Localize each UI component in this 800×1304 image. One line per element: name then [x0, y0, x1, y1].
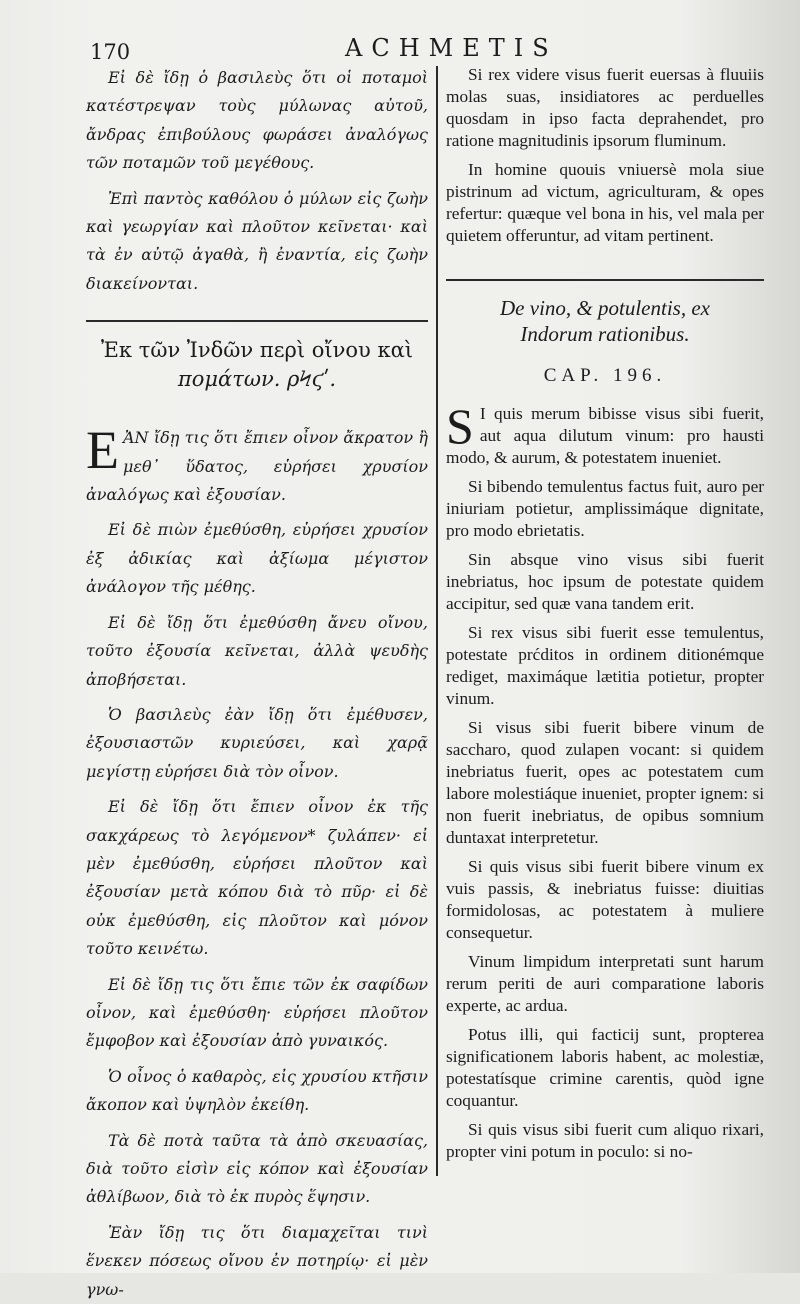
greek-paragraph: Ὁ βασιλεὺς ἐὰν ἴδῃ ὅτι ἐμέθυσεν, ἐξουσιαστῶν κυριεύσει, καὶ χαρᾷ μεγίστῃ εὑρήσει διὰ τὸν οἶνον.: [86, 704, 428, 781]
greek-heading-line: Ἐκ τῶν Ἰνδῶν περὶ οἴνου καὶ: [100, 338, 414, 363]
latin-heading-line: Indorum rationibus.: [520, 322, 690, 346]
greek-column: [86, 64, 428, 1304]
latin-paragraph: Si rex videre visus fuerit euersas à fluuiis molas suas, insidiatores ac perduelles quosdam in ipso facta deprahendet, pro ratione magnitudinis ipsorum fluminum.: [446, 65, 764, 150]
running-title: ACHMETIS: [345, 34, 558, 62]
latin-paragraph: Vinum limpidum interpretati sunt harum rerum periti de auri comparatione laboris experte, ac ardua.: [446, 952, 764, 1015]
latin-column: [446, 64, 764, 1163]
section-rule: [86, 320, 428, 322]
latin-paragraph: Si quis visus sibi fuerit cum aliquo rixari, propter vini potum in poculo: si no-: [446, 1120, 764, 1161]
greek-paragraph: Εἰ δὲ ἴδῃ τις ὅτι ἔπιε τῶν ἐκ σαφίδων οἶνον, καὶ ἐμεθύσθη· εὑρήσει πλοῦτον ἔμφοβον καὶ ἐξουσίαν ἀπὸ γυναικός.: [86, 974, 428, 1051]
greek-paragraph: Ὁ οἶνος ὁ καθαρὸς, εἰς χρυσίου κτῆσιν ἄκοπον καὶ ὑψηλὸν ἐκείθη.: [86, 1066, 428, 1115]
section-rule: [446, 279, 764, 281]
latin-heading-line: De vino, & potulentis, ex: [500, 296, 710, 320]
latin-paragraph: Si bibendo temulentus factus fuit, auro per iniuriam potietur, amplissimáque dignitate, pro modo ebrietatis.: [446, 477, 764, 540]
latin-paragraph: Si visus sibi fuerit bibere vinum de saccharo, quod zulapen vocant: si quidem inebriatus fuerit, opes ac potestatem cum labore molestiáque inueniet, propter ignem: si non fuerit inebriatus, de opibus somnium duntaxat interpretetur.: [446, 718, 764, 847]
greek-paragraph: Τὰ δὲ ποτὰ ταῦτα τὰ ἀπὸ σκευασίας, διὰ τοῦτο εἰσὶν εἰς κόπον καὶ ἐξουσίαν ἀθλίβωον, διὰ τὸ ἐκ πυρὸς ἕψησιν.: [86, 1130, 428, 1207]
drop-cap: E: [86, 420, 119, 481]
page-number: 170: [90, 40, 131, 64]
chapter-number: CAP. 196.: [543, 365, 667, 386]
greek-paragraph: ἈΝ ἴδῃ τις ὅτι ἔπιεν οἶνον ἄκρατον ἢ μεθ᾽ ὕδατος, εὑρήσει χρυσίον ἀναλόγως καὶ ἐξουσίαν.: [86, 428, 428, 505]
greek-paragraph: Εἰ δὲ ἴδῃ ὁ βασιλεὺς ὅτι οἱ ποταμοὶ κατέστρεψαν τοὺς μύλωνας αὐτοῦ, ἄνδρας ἐπιβούλους φωράσει ἀναλόγως τῶν ποταμῶν τοῦ μεγέθους.: [86, 68, 428, 173]
greek-heading-line: πομάτων. ρϞϛʹ.: [177, 367, 337, 392]
latin-opening-paragraph: [446, 398, 764, 469]
greek-paragraph: Ἐὰν ἴδῃ τις ὅτι διαμαχεῖται τινὶ ἕνεκεν πόσεως οἴνου ἐν ποτηρίῳ· εἰ μὲν γνω-: [86, 1222, 428, 1299]
greek-chapter-heading: [86, 336, 428, 394]
drop-cap: S: [446, 398, 474, 454]
latin-paragraph: Si rex visus sibi fuerit esse temulentus, potestate prćditos in ordinem ditionémque rediget, maximáque lætitia potietur, propter vinum.: [446, 623, 764, 708]
greek-paragraph: Εἰ δὲ ἴδῃ ὅτι ἐμεθύσθη ἄνευ οἴνου, τοῦτο ἐξουσία κεῖνεται, ἀλλὰ ψευδὴς ἀποβήσεται.: [86, 612, 428, 689]
latin-paragraph: Potus illi, qui facticij sunt, propterea significationem laboris habent, ac molestiæ, potestatísque crimine carentis, quòd igne coquantur.: [446, 1025, 764, 1110]
latin-paragraph: I quis merum bibisse visus sibi fuerit, aut aqua dilutum vinum: pro hausti modo, & aurum, & potestatem inueniet.: [446, 404, 764, 467]
latin-paragraph: Sin absque vino visus sibi fuerit inebriatus, hoc ipsum de potestate quidem accipitur, sed quæ vana tandem erit.: [446, 550, 764, 613]
greek-paragraph: Εἰ δὲ πιὼν ἐμεθύσθη, εὑρήσει χρυσίον ἐξ ἀδικίας καὶ ἀξίωμα μέγιστον ἀνάλογον τῆς μέθης.: [86, 520, 428, 597]
greek-opening-paragraph: [86, 420, 428, 509]
column-divider: [436, 66, 438, 1176]
greek-paragraph: Ἐπὶ παντὸς καθόλου ὁ μύλων εἰς ζωὴν καὶ γεωργίαν καὶ πλοῦτον κεῖνεται· καὶ τὰ ἐν αὐτῷ ἀγαθὰ, ἢ ἐναντία, εἰς ζωὴν διακείνονται.: [86, 188, 428, 293]
latin-paragraph: In homine quouis vniuersè mola siue pistrinum ad victum, agriculturam, & opes refertur: quæque vel bona in his, vel mala per quietem offeruntur, ad vitam pertinent.: [446, 160, 764, 245]
latin-paragraph: Si quis visus sibi fuerit bibere vinum ex vuis passis, & inebriatus fuisse: diuitias formidolosas, ac potestatem à muliere consequetur.: [446, 857, 764, 942]
greek-paragraph: Εἰ δὲ ἴδῃ ὅτι ἔπιεν οἶνον ἐκ τῆς σακχάρεως τὸ λεγόμενον* ζυλάπεν· εἰ μὲν ἐμεθύσθη, εὑρήσει πλοῦτον καὶ ἐξουσίαν μετὰ κόπου διὰ τὸ πῦρ· εἰ δὲ οὐκ ἐμεθύσθη, εἰς πλοῦτον καὶ μόνον τοῦτο κεινέτω.: [86, 797, 428, 959]
